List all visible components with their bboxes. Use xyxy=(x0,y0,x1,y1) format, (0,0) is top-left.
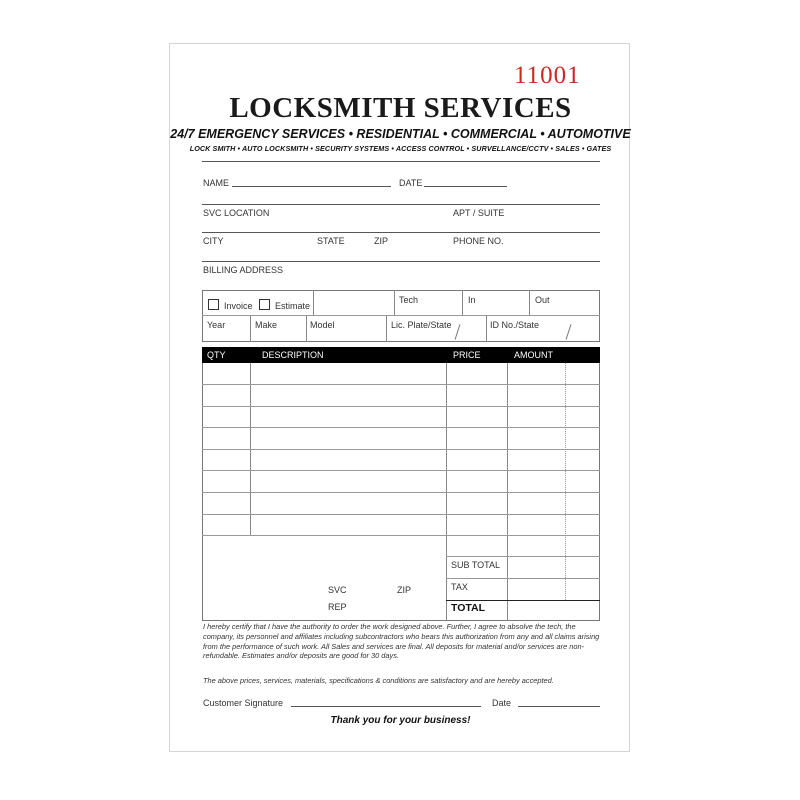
header-rule xyxy=(202,161,600,162)
total-label: TOTAL xyxy=(451,602,486,614)
job-box-sep-8 xyxy=(486,315,487,342)
thank-you-note: Thank you for your business! xyxy=(330,715,471,726)
signature-date-field[interactable] xyxy=(518,706,600,707)
svc-zip-label: ZIP xyxy=(397,585,412,595)
invoice-checkbox[interactable] xyxy=(208,299,219,310)
make-label: Make xyxy=(255,320,278,330)
table-row[interactable] xyxy=(202,470,600,471)
company-title: LOCKSMITH SERVICES xyxy=(229,92,572,124)
table-row[interactable] xyxy=(202,406,600,407)
items-table-header xyxy=(202,347,600,363)
total-row-line xyxy=(446,600,600,601)
job-box-sep-6 xyxy=(306,315,307,342)
plate-label: Lic. Plate/State xyxy=(391,320,452,330)
tech-label: Tech xyxy=(399,295,419,305)
job-box-sep-2 xyxy=(394,290,395,315)
tax-label: TAX xyxy=(451,582,468,592)
description-header: DESCRIPTION xyxy=(262,350,324,360)
apt-suite-label: APT / SUITE xyxy=(453,208,505,218)
services-subline: LOCK SMITH • AUTO LOCKSMITH • SECURITY SYSTEMS • ACCESS CONTROL • SURVELLANCE/CCTV • SALES • GATES xyxy=(189,144,612,153)
subtotal-label: SUB TOTAL xyxy=(451,560,501,570)
table-row[interactable] xyxy=(202,384,600,385)
job-box-divider xyxy=(202,315,600,316)
model-label: Model xyxy=(310,320,335,330)
estimate-label: Estimate xyxy=(275,301,311,311)
subtotal-row-line xyxy=(446,556,600,557)
items-table xyxy=(202,347,600,621)
name-label: NAME xyxy=(203,178,230,188)
job-box-sep-7 xyxy=(386,315,387,342)
job-box-sep-3 xyxy=(462,290,463,315)
table-row[interactable] xyxy=(202,427,600,428)
phone-label: PHONE NO. xyxy=(453,236,504,246)
date-field[interactable] xyxy=(424,186,507,187)
job-box-sep-1 xyxy=(313,290,314,315)
cents-col-line xyxy=(565,363,566,600)
table-row[interactable] xyxy=(202,535,600,536)
billing-address-label: BILLING ADDRESS xyxy=(203,265,284,275)
state-label: STATE xyxy=(317,236,345,246)
estimate-checkbox[interactable] xyxy=(259,299,270,310)
id-no-label: ID No./State xyxy=(490,320,540,330)
table-row[interactable] xyxy=(202,514,600,515)
authorization-text: I hereby certify that I have the authority to order the work designed above. Further, I agree to absolve the tech, the company, its personnel and affiliates including subcontractors who bears this authorization from any and all claims arising from the performance of such work. All Sales and services are final. All deposits for material and/or services are non-refundable. Estimates and/or deposits are good for 30 days. xyxy=(203,622,600,661)
tax-row-line xyxy=(446,578,600,579)
signature-field[interactable] xyxy=(291,706,481,707)
city-row-rule xyxy=(202,232,600,233)
signature-label: Customer Signature xyxy=(203,698,284,708)
signature-date-label: Date xyxy=(492,698,512,708)
svc-location-field[interactable] xyxy=(202,204,600,205)
price-header: PRICE xyxy=(453,350,481,360)
qty-header: QTY xyxy=(207,350,226,360)
year-label: Year xyxy=(207,320,226,330)
table-row[interactable] xyxy=(202,449,600,450)
acceptance-text: The above prices, services, materials, specifications & conditions are satisfactory and are hereby accepted. xyxy=(203,676,554,685)
invoice-label: Invoice xyxy=(224,301,253,311)
city-label: CITY xyxy=(203,236,224,246)
svc-label: SVC xyxy=(328,585,347,595)
form-number: 11001 xyxy=(514,62,581,89)
billing-row-rule xyxy=(202,261,600,262)
in-label: In xyxy=(468,295,476,305)
svc-location-label: SVC LOCATION xyxy=(203,208,270,218)
job-box-sep-5 xyxy=(250,315,251,342)
services-tagline: 24/7 EMERGENCY SERVICES • RESIDENTIAL • COMMERCIAL • AUTOMOTIVE xyxy=(170,127,631,141)
invoice-form-sheet xyxy=(169,43,630,752)
zip-label: ZIP xyxy=(374,236,389,246)
table-row[interactable] xyxy=(202,492,600,493)
date-label: DATE xyxy=(399,178,423,188)
job-box-sep-4 xyxy=(529,290,530,315)
rep-label: REP xyxy=(328,602,347,612)
out-label: Out xyxy=(535,295,550,305)
name-field[interactable] xyxy=(232,186,391,187)
amount-header: AMOUNT xyxy=(514,350,553,360)
